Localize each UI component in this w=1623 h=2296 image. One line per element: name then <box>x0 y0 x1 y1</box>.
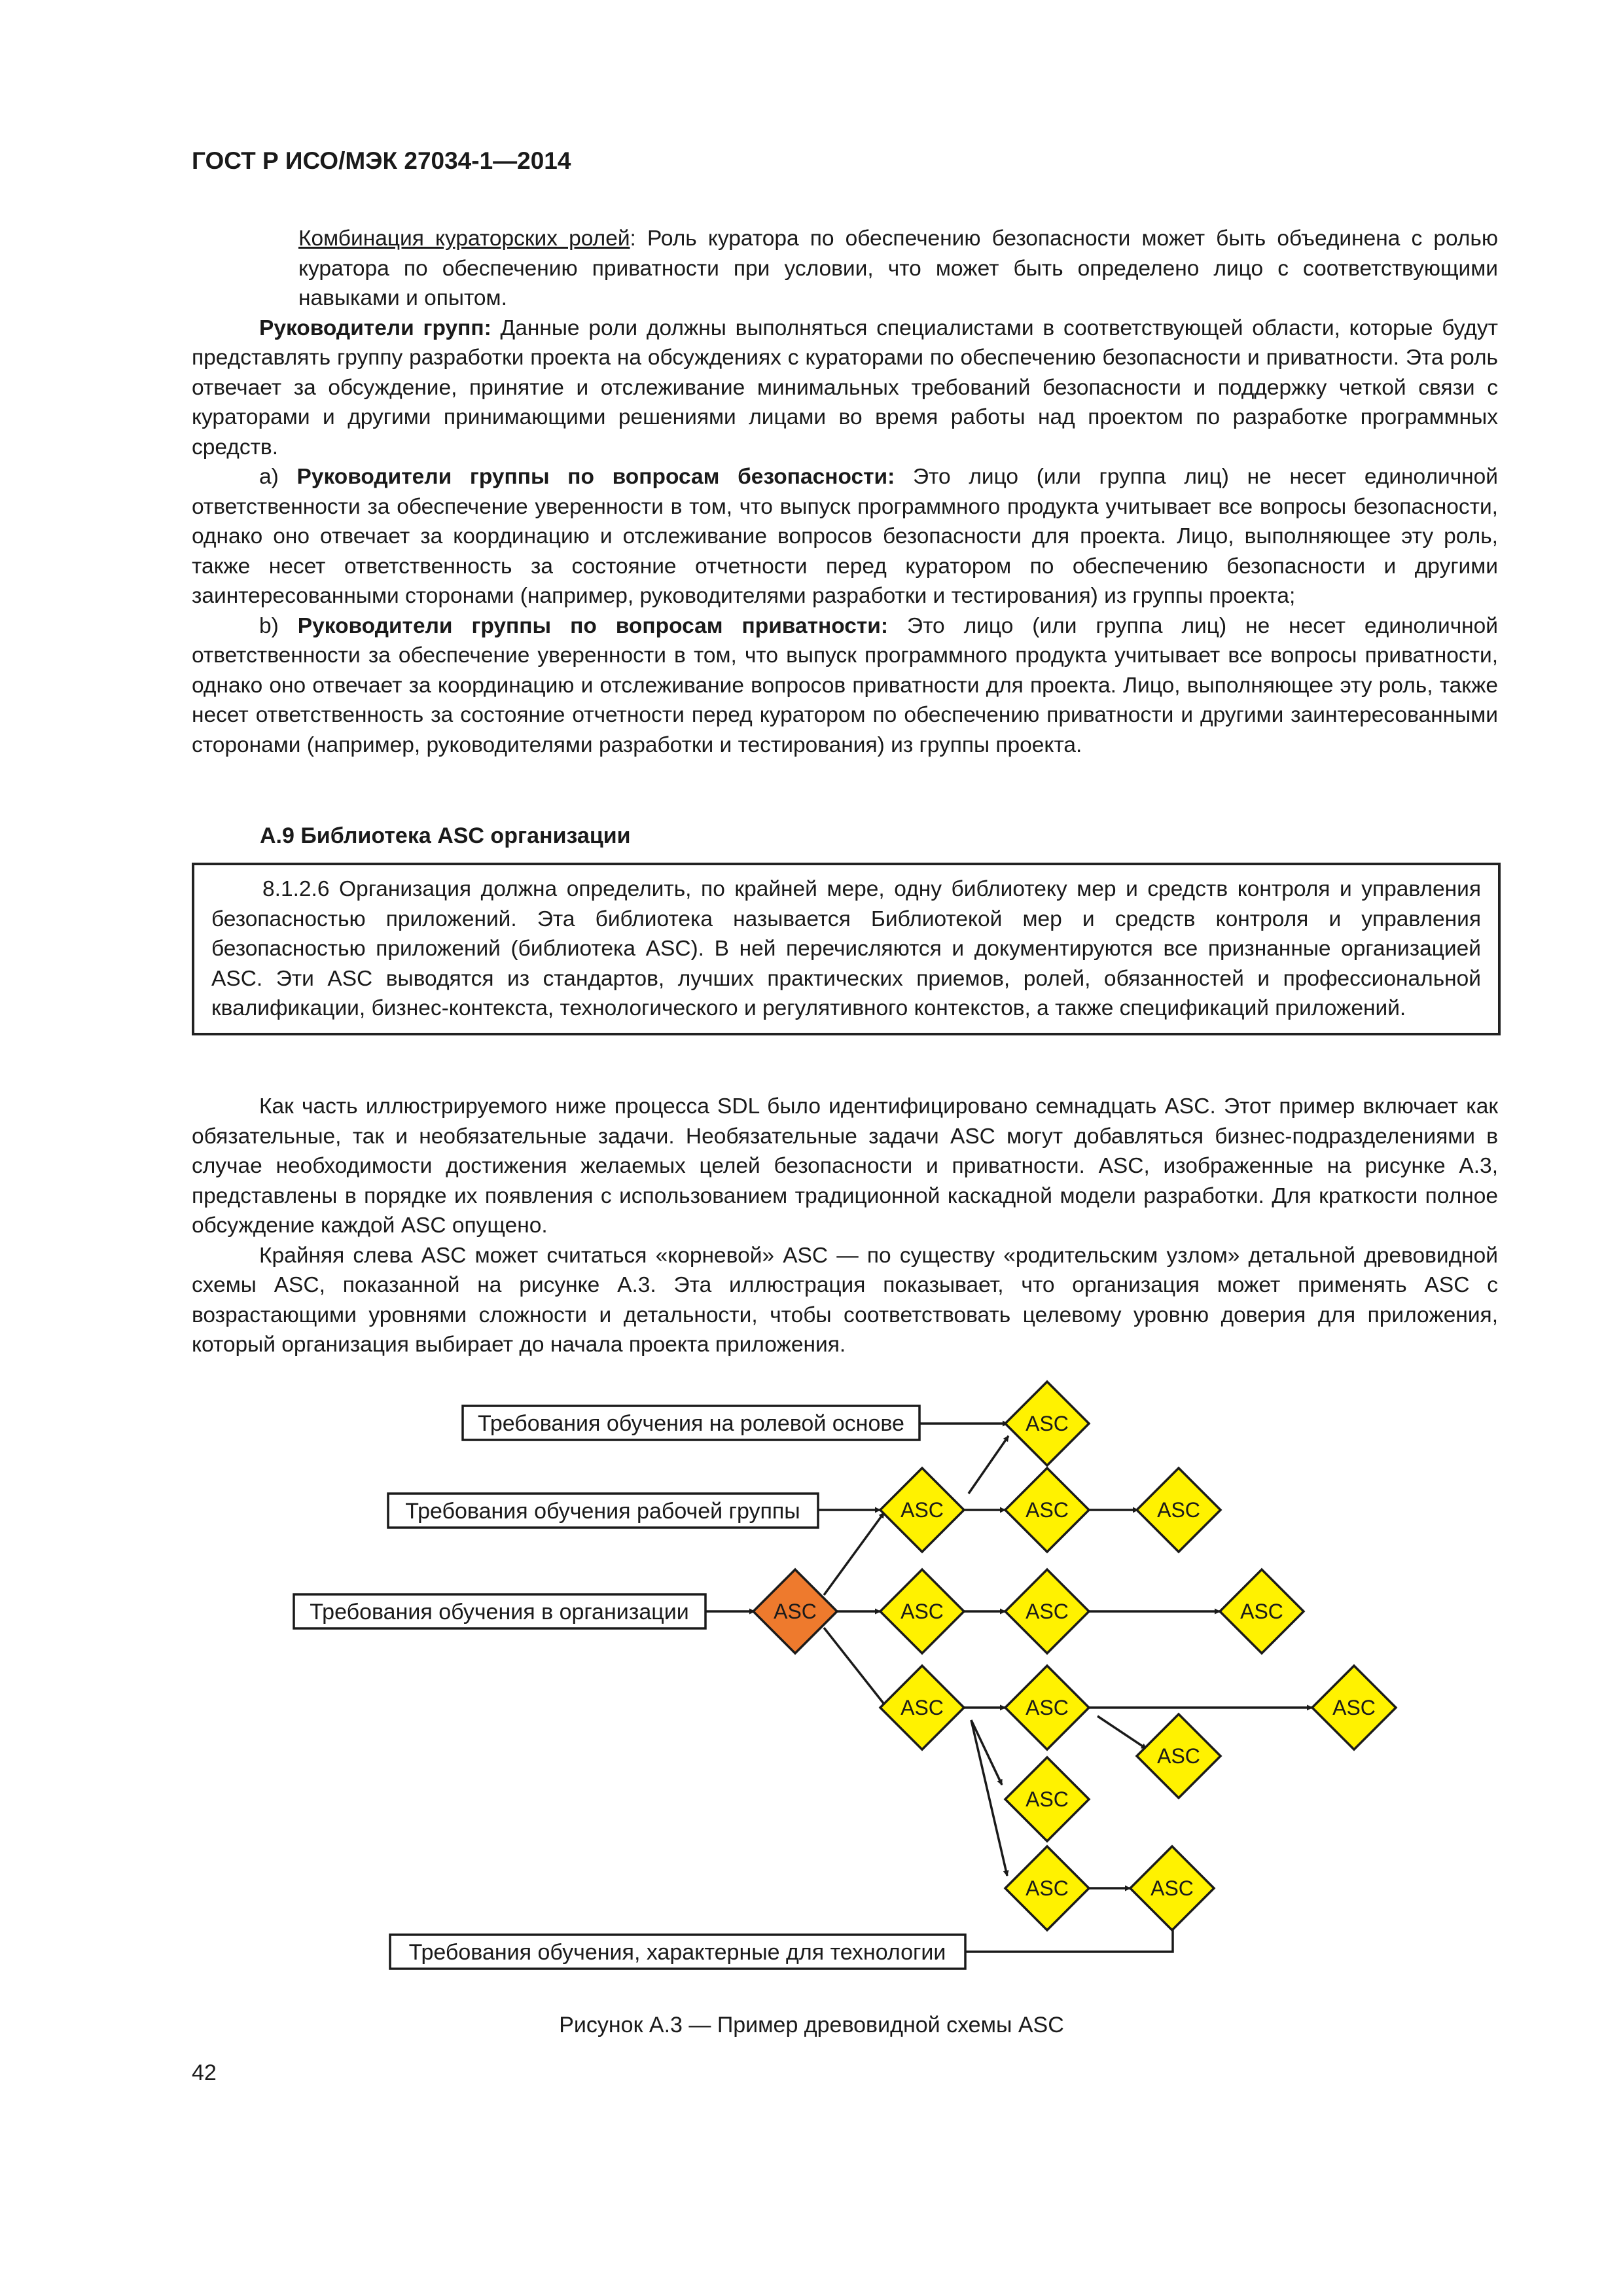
edge-a3-b4 <box>971 1720 1002 1785</box>
asc-node-a2-label: ASC <box>901 1600 944 1623</box>
asc-node-a1-label: ASC <box>901 1498 944 1522</box>
asc-node-b2-label: ASC <box>1026 1600 1069 1623</box>
figure-caption: Рисунок A.3 — Пример древовидной схемы ASC <box>559 2013 1064 2037</box>
asc-node-c4-label: ASC <box>1157 1744 1200 1768</box>
asc-node-c1-label: ASC <box>1157 1498 1200 1522</box>
asc-node-b3-label: ASC <box>1026 1696 1069 1719</box>
asc-node-b4-label: ASC <box>1026 1787 1069 1811</box>
list-marker: a) <box>259 465 297 489</box>
paragraph-text: Это лицо (или группа лиц) не несет единоличной ответственности за обеспечение уверенности в том, что выпуск программного продукта учитывает все вопросы приватности, однако оно отвечает за координацию и отслеживание вопросов приватности для проекта. Лицо, выполняющее эту роль, также несет ответственность за состояние отчетности перед куратором по обеспечению приватности и другими заинтересованными сторонами (например, руководителями разработки и тестирования) из группы проекта. <box>192 613 1498 757</box>
quoted-requirement-text: 8.1.2.6 Организация должна определить, по крайней мере, одну библиотеку мер и средств контроля и управления безопасностью приложений. Эта библиотека называется Библиотекой мер и средств контроля и управления безопасностью приложений (библиотека ASC). В ней перечисляются и документируются все признанные организацией ASC. Эти ASC выводятся из стандартов, лучших практических приемов, ролей, обязанностей и профессиональной квалификации, бизнес-контекста, технологического и регулятивного контекстов, а также спецификаций приложений. <box>211 877 1481 1020</box>
paragraph-text: Данные роли должны выполняться специалистами в соответствующей области, которые будут представлять группу разработки проекта на обсуждениях с кураторами по обеспечению безопасности и приватности. Эта роль отвечает за обсуждение, принятие и отслеживание минимальных требований безопасности и поддержку четкой связи с кураторами и другими принимающими решениями лицами во время работы над проектом по разработке программных средств. <box>192 315 1499 459</box>
term-privacy-leaders: Руководители группы по вопросам приватности: <box>297 613 889 638</box>
edge-root-a3 <box>824 1628 887 1708</box>
asc-node-b5-label: ASC <box>1026 1876 1069 1900</box>
label-role-text: Требования обучения на ролевой основе <box>478 1411 904 1436</box>
asc-node-c2-label: ASC <box>1240 1600 1283 1623</box>
section-heading: A.9 Библиотека ASC организации <box>260 823 631 848</box>
document-header: ГОСТ Р ИСО/МЭК 27034-1—2014 <box>192 147 571 174</box>
asc-node-root-label: ASC <box>774 1600 817 1623</box>
label-team-text: Требования обучения рабочей группы <box>405 1499 800 1524</box>
requirement-labels <box>294 1406 965 1969</box>
asc-node-top-label: ASC <box>1026 1412 1069 1435</box>
label-org-text: Требования обучения в организации <box>310 1600 689 1624</box>
asc-node-c5-label: ASC <box>1150 1876 1194 1900</box>
term-group-leaders: Руководители групп: <box>259 315 491 340</box>
paragraph-sdl: Как часть иллюстрируемого ниже процесса SDL было идентифицировано семнадцать ASC. Этот пример включает как обязательные, так и необязательные задачи. Необязательные задачи ASC могут добавляться бизнес-подразделениями в случае необходимости достижения желаемых целей безопасности и приватности. ASC, изображенные на рисунке A.3, представлены в порядке их появления с использованием традиционной каскадной модели разработки. Для краткости полное обсуждение каждой ASC опущено. <box>192 1094 1498 1238</box>
paragraph-text: Это лицо (или группа лиц) не несет единоличной ответственности за обеспечение уверенности в том, что выпуск программного продукта учитывает все вопросы безопасности, однако оно отвечает за координацию и отслеживание вопросов безопасности для проекта. Лицо, выполняющее эту роль, также несет ответственность за состояние отчетности перед куратором по обеспечению безопасности и другими заинтересованными сторонами (например, руководителями разработки и тестирования) из группы проекта; <box>192 465 1499 608</box>
edge-a1-top <box>969 1436 1008 1494</box>
asc-node-a3-label: ASC <box>901 1696 944 1719</box>
list-marker: b) <box>259 613 298 638</box>
paragraph-text: : Роль куратора по обеспечению безопасности может быть объединена с ролью куратора по обеспечению приватности при условии, что может быть определено лицо с соответствующими навыками и опытом. <box>298 226 1499 310</box>
edge-root-a1 <box>824 1513 884 1595</box>
edge-tech-label <box>965 1923 1173 1952</box>
asc-node-b1-label: ASC <box>1026 1498 1069 1522</box>
asc-nodes <box>753 1382 1396 1930</box>
paragraph-root-asc: Крайняя слева ASC может считаться «корневой» ASC — по существу «родительским узлом» детальной древовидной схемы ASC, показанной на рисунке A.3. Эта иллюстрация показывает, что организация может применять ASC с возрастающими уровнями сложности и детальности, чтобы соответствовать целевому уровню доверия для приложения, который организация выбирает до начала проекта приложения. <box>192 1243 1498 1357</box>
edge-b3-c4 <box>1097 1716 1147 1749</box>
page-number: 42 <box>192 2060 217 2085</box>
asc-node-c3-label: ASC <box>1332 1696 1376 1719</box>
label-tech-text: Требования обучения, характерные для технологии <box>408 1940 946 1965</box>
term-curator-combination: Комбинация кураторских ролей <box>298 226 630 251</box>
edge-a3-b5 <box>971 1720 1007 1876</box>
term-security-leaders: Руководители группы по вопросам безопасности: <box>296 465 895 489</box>
